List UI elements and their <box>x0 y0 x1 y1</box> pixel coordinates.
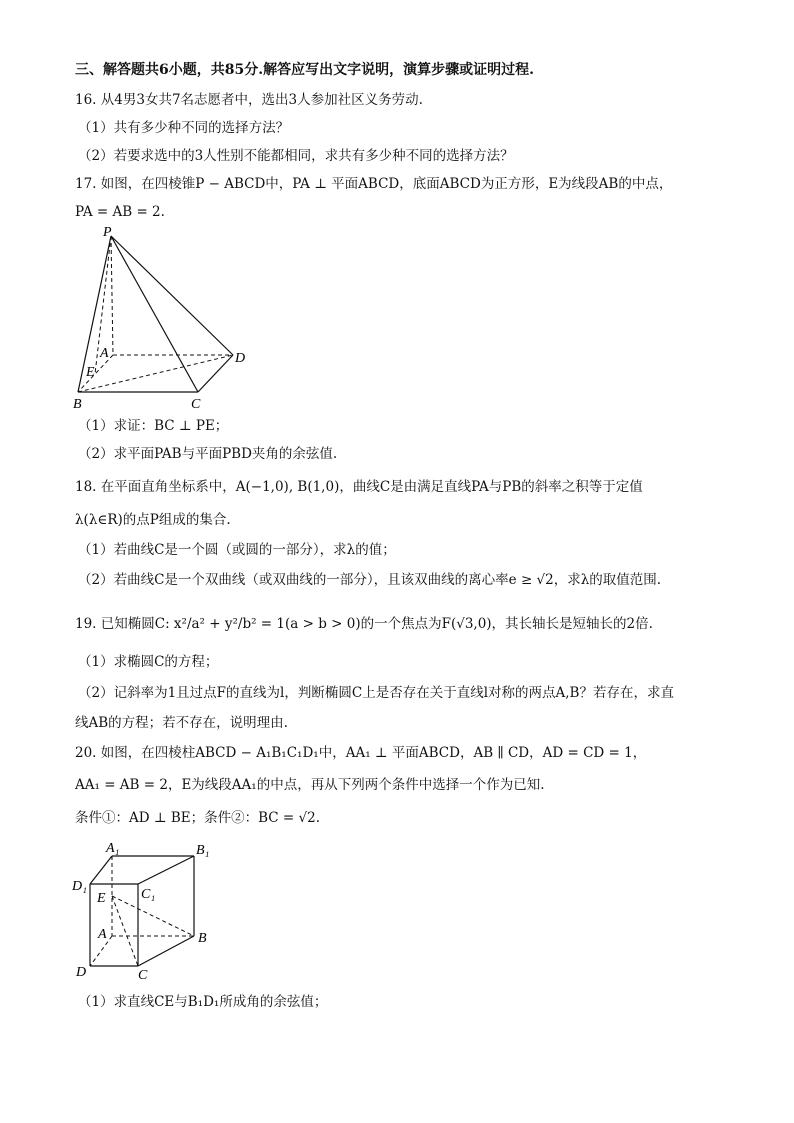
label-D: D <box>235 351 246 366</box>
q16-part2: （2）若要求选中的3人性别不能都相同，求共有多少种不同的选择方法？ <box>78 148 514 164</box>
q19-part2-line1: （2）记斜率为1且过点F的直线为l，判断椭圆C上是否存在关于直线l对称的两点A,B？若存在，求直 <box>78 685 674 701</box>
label-C: C <box>191 397 201 412</box>
q18-part2: （2）若曲线C是一个双曲线（或双曲线的一部分），且该双曲线的离心率e ≥ √2，求λ的取值范围. <box>78 572 662 588</box>
label-B: B <box>198 931 207 946</box>
label-D: D <box>76 965 87 980</box>
prism-figure <box>70 836 230 984</box>
label-E: E <box>86 365 95 380</box>
q17-part2: （2）求平面PAB与平面PBD夹角的余弦值. <box>78 446 338 462</box>
q17-stem-line2: PA = AB = 2. <box>75 204 165 220</box>
q17-part1: （1）求证：BC ⊥ PE； <box>78 418 229 434</box>
q19-part2-line2: 线AB的方程；若不存在，说明理由. <box>75 715 288 731</box>
label-D1: D₁ <box>72 879 87 894</box>
q18-stem-line1: 18. 在平面直角坐标系中，A(−1,0), B(1,0)，曲线C是由满足直线PA与PB的斜率之积等于定值 <box>75 479 643 495</box>
q19-stem: 19. 已知椭圆C: x²/a² + y²/b² = 1(a > b > 0)的一个焦点为F(√3,0)，其长轴长是短轴长的2倍. <box>75 616 653 632</box>
section-header: 三、解答题共6小题，共85分.解答应写出文字说明，演算步骤或证明过程. <box>75 62 534 78</box>
pyramid-figure <box>70 222 260 414</box>
label-E: E <box>97 891 106 906</box>
q20-stem-line1: 20. 如图，在四棱柱ABCD − A₁B₁C₁D₁中，AA₁ ⊥ 平面ABCD，AB ∥ CD，AD = CD = 1， <box>75 745 647 761</box>
label-B: B <box>73 397 82 412</box>
q17-stem-line1: 17. 如图，在四棱锥P − ABCD中，PA ⊥ 平面ABCD，底面ABCD为正方形，E为线段AB的中点， <box>75 176 673 192</box>
label-C: C <box>138 968 148 983</box>
label-B1: B₁ <box>196 843 210 858</box>
q18-stem-line2: λ(λ∈R)的点P组成的集合. <box>75 512 231 528</box>
q20-stem-line2: AA₁ = AB = 2，E为线段AA₁的中点，再从下列两个条件中选择一个作为已知. <box>75 777 545 793</box>
label-A: A <box>100 346 109 361</box>
q20-part1: （1）求直线CE与B₁D₁所成角的余弦值； <box>78 994 328 1010</box>
q20-conditions: 条件①：AD ⊥ BE；条件②：BC = √2. <box>75 810 321 826</box>
q16-stem: 16. 从4男3女共7名志愿者中，选出3人参加社区义务劳动. <box>75 92 423 108</box>
label-P: P <box>103 225 112 240</box>
q16-part1: （1）共有多少种不同的选择方法？ <box>78 120 290 136</box>
q18-part1: （1）若曲线C是一个圆（或圆的一部分），求λ的值； <box>78 542 396 558</box>
label-C1: C₁ <box>141 887 156 902</box>
label-A1: A₁ <box>106 841 120 856</box>
q19-part1: （1）求椭圆C的方程； <box>78 654 219 670</box>
label-A: A <box>98 927 107 942</box>
